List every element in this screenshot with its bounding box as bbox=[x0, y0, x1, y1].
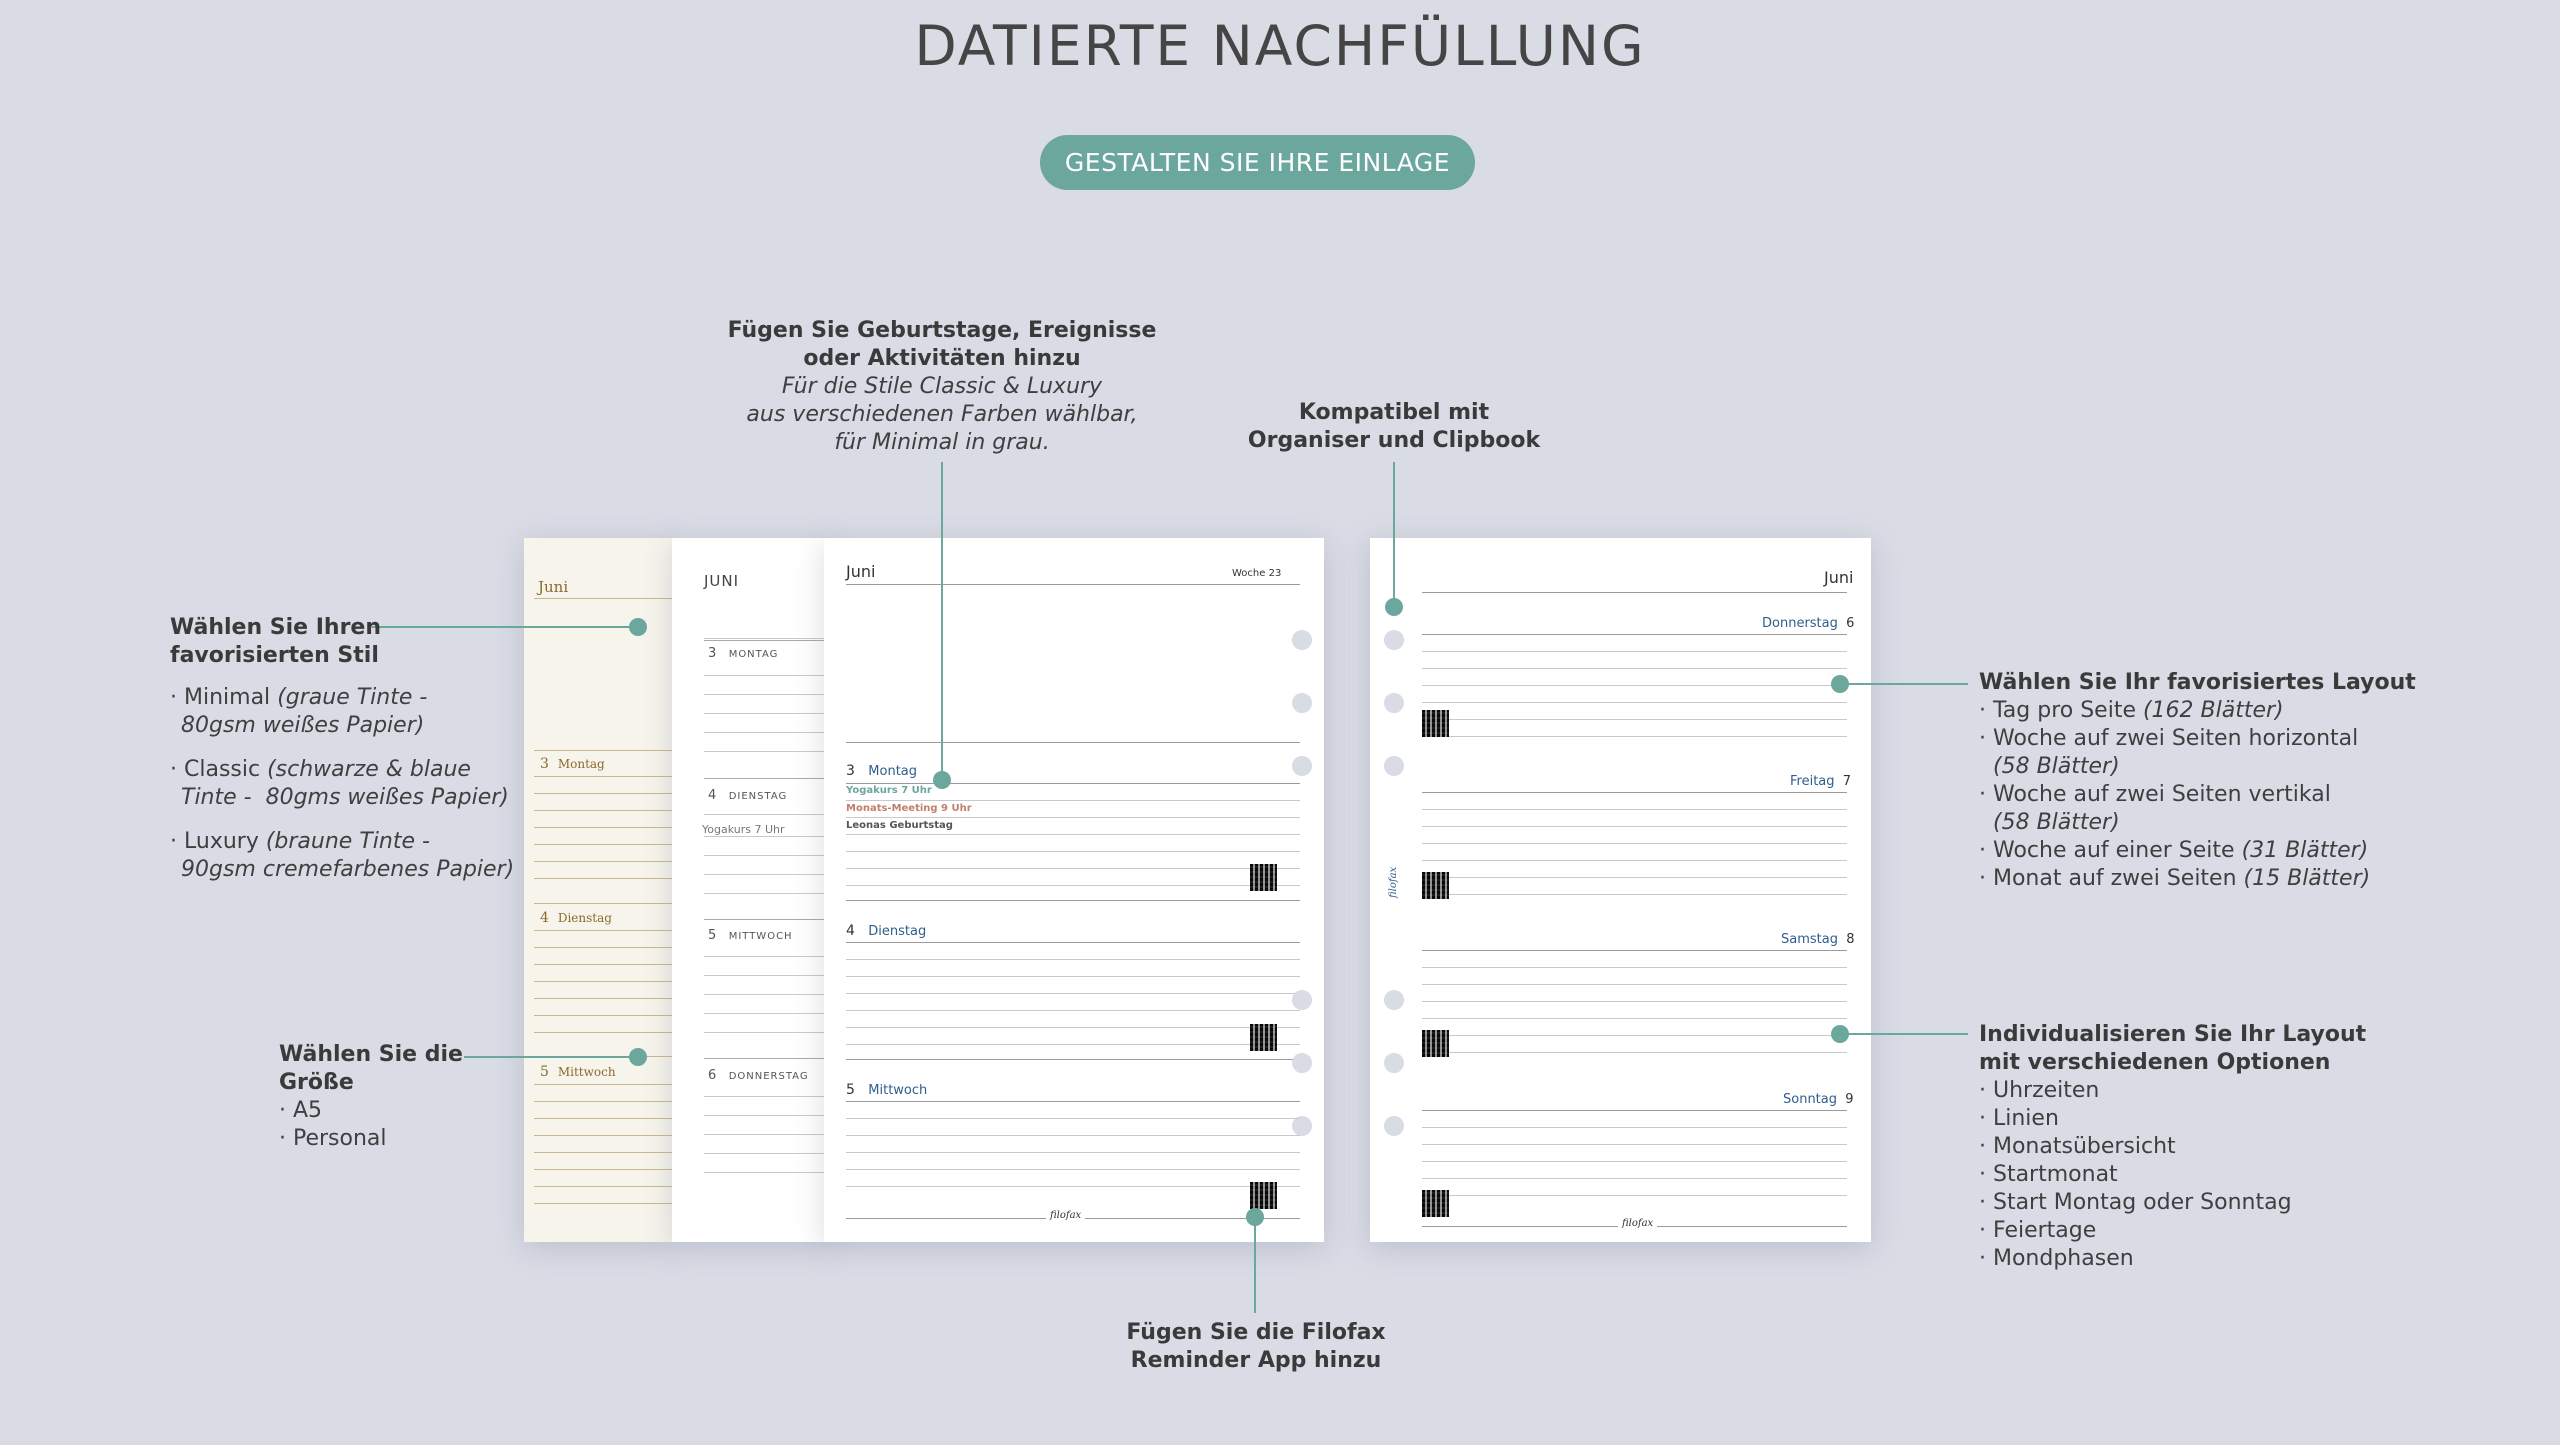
main-event-3: Leonas Geburtstag bbox=[846, 820, 953, 831]
customize-option: · Uhrzeiten bbox=[1979, 1078, 2100, 1103]
style-option-luxury-desc: 90gsm cremefarbenes Papier) bbox=[181, 857, 515, 882]
main-day-1: 3 Montag bbox=[846, 763, 918, 779]
reminder-heading-2: Reminder App hinzu bbox=[1130, 1348, 1382, 1373]
minimal-style-page bbox=[672, 538, 832, 1242]
qr-code-icon bbox=[1250, 864, 1277, 891]
main-month: Juni bbox=[846, 562, 876, 581]
connector-dot bbox=[1385, 598, 1403, 616]
ring-hole bbox=[1292, 1053, 1312, 1073]
page-title: DATIERTE NACHFÜLLUNG bbox=[914, 14, 1646, 78]
connector-line bbox=[1840, 683, 1968, 685]
ring-hole bbox=[1384, 1053, 1404, 1073]
style-option-classic: · Classic (schwarze & blaue bbox=[170, 757, 471, 782]
cream-day-2: 4 Dienstag bbox=[540, 910, 612, 926]
main-week: Woche 23 bbox=[1232, 568, 1282, 579]
connector-line bbox=[1840, 1033, 1968, 1035]
ring-hole bbox=[1292, 756, 1312, 776]
main-event-1: Yogakurs 7 Uhr bbox=[846, 785, 932, 796]
right-day-3: Samstag 8 bbox=[1781, 932, 1855, 947]
ring-hole bbox=[1292, 630, 1312, 650]
customize-option: · Mondphasen bbox=[1979, 1246, 2134, 1271]
layout-option-note: (58 Blätter) bbox=[1993, 754, 2120, 779]
connector-line bbox=[464, 1056, 638, 1058]
cream-day-3: 5 Mittwoch bbox=[540, 1064, 616, 1080]
style-heading-2: favorisierten Stil bbox=[170, 643, 379, 668]
ring-hole bbox=[1384, 756, 1404, 776]
filofax-logo: filofax bbox=[1618, 1218, 1657, 1229]
classic-style-page bbox=[824, 538, 1324, 1242]
layout-option: · Woche auf zwei Seiten horizontal bbox=[1979, 726, 2359, 751]
right-day-4: Sonntag 9 bbox=[1783, 1092, 1854, 1107]
layout-annotation bbox=[1979, 669, 2459, 893]
minimal-event: Yogakurs 7 Uhr bbox=[702, 823, 785, 836]
events-heading-1: Fügen Sie Geburtstage, Ereignisse bbox=[727, 318, 1157, 343]
design-insert-button[interactable]: GESTALTEN SIE IHRE EINLAGE bbox=[1040, 135, 1475, 190]
main-day-2: 4 Dienstag bbox=[846, 923, 927, 939]
minimal-month: JUNI bbox=[704, 572, 740, 590]
customize-option: · Linien bbox=[1979, 1106, 2059, 1131]
ring-hole bbox=[1384, 693, 1404, 713]
minimal-day-3: 5 MITTWOCH bbox=[708, 928, 793, 943]
size-heading-2: Größe bbox=[279, 1070, 354, 1095]
right-day-2: Freitag 7 bbox=[1790, 774, 1852, 789]
minimal-day-1: 3 MONTAG bbox=[708, 646, 779, 661]
qr-code-icon bbox=[1422, 1030, 1449, 1057]
ring-hole bbox=[1384, 1116, 1404, 1136]
connector-dot bbox=[933, 771, 951, 789]
layout-option: · Woche auf einer Seite (31 Blätter) bbox=[1979, 838, 2369, 863]
right-day-page bbox=[1370, 538, 1871, 1242]
layout-option: · Monat auf zwei Seiten (15 Blätter) bbox=[1979, 866, 2371, 891]
connector-dot bbox=[1831, 1025, 1849, 1043]
layout-option: · Woche auf zwei Seiten vertikal bbox=[1979, 782, 2331, 807]
style-option-luxury: · Luxury (braune Tinte - bbox=[170, 829, 430, 854]
luxury-style-page bbox=[524, 538, 674, 1242]
minimal-day-4: 6 DONNERSTAG bbox=[708, 1068, 809, 1083]
customize-heading-1: Individualisieren Sie Ihr Layout bbox=[1979, 1022, 2367, 1047]
customize-annotation bbox=[1979, 1021, 2459, 1273]
style-option-minimal-desc: 80gsm weißes Papier) bbox=[181, 713, 425, 738]
spine-filofax-logo: filofax bbox=[1388, 866, 1399, 898]
compatible-heading-1: Kompatibel mit bbox=[1298, 400, 1490, 425]
customize-option: · Startmonat bbox=[1979, 1162, 2118, 1187]
compatible-heading-2: Organiser und Clipbook bbox=[1247, 428, 1541, 453]
main-day-3: 5 Mittwoch bbox=[846, 1082, 928, 1098]
events-note-2: aus verschiedenen Farben wählbar, bbox=[746, 402, 1138, 427]
customize-option: · Start Montag oder Sonntag bbox=[1979, 1190, 2292, 1215]
connector-dot bbox=[629, 618, 647, 636]
compatible-annotation bbox=[1214, 399, 1574, 455]
reminder-heading-1: Fügen Sie die Filofax bbox=[1126, 1320, 1386, 1345]
customize-option: · Monatsübersicht bbox=[1979, 1134, 2176, 1159]
events-note-1: Für die Stile Classic & Luxury bbox=[781, 374, 1103, 399]
layout-option-note: (58 Blätter) bbox=[1993, 810, 2120, 835]
events-heading-2: oder Aktivitäten hinzu bbox=[803, 346, 1081, 371]
ring-hole bbox=[1292, 1116, 1312, 1136]
ring-hole bbox=[1292, 693, 1312, 713]
style-annotation bbox=[170, 614, 530, 884]
connector-line bbox=[1254, 1217, 1256, 1313]
layout-heading: Wählen Sie Ihr favorisiertes Layout bbox=[1979, 670, 2416, 695]
connector-dot bbox=[629, 1048, 647, 1066]
customize-option: · Feiertage bbox=[1979, 1218, 2097, 1243]
qr-code-icon bbox=[1422, 710, 1449, 737]
customize-heading-2: mit verschiedenen Optionen bbox=[1979, 1050, 2331, 1075]
connector-line bbox=[1393, 462, 1395, 606]
connector-dot bbox=[1246, 1208, 1264, 1226]
ring-hole bbox=[1292, 990, 1312, 1010]
filofax-logo: filofax bbox=[1046, 1210, 1085, 1221]
qr-code-icon bbox=[1422, 872, 1449, 899]
ring-hole bbox=[1384, 630, 1404, 650]
size-heading-1: Wählen Sie die bbox=[279, 1042, 463, 1067]
layout-option: · Tag pro Seite (162 Blätter) bbox=[1979, 698, 2284, 723]
connector-line bbox=[941, 462, 943, 780]
connector-dot bbox=[1831, 675, 1849, 693]
minimal-day-2: 4 DIENSTAG bbox=[708, 788, 788, 803]
cream-month: Juni bbox=[538, 578, 569, 596]
main-event-2: Monats-Meeting 9 Uhr bbox=[846, 803, 972, 814]
events-annotation bbox=[692, 317, 1192, 457]
style-option-minimal: · Minimal (graue Tinte - bbox=[170, 685, 428, 710]
size-annotation bbox=[279, 1041, 479, 1153]
right-day-1: Donnerstag 6 bbox=[1762, 616, 1855, 631]
cream-day-1: 3 Montag bbox=[540, 756, 605, 772]
qr-code-icon bbox=[1250, 1024, 1277, 1051]
style-option-classic-desc: Tinte - 80gms weißes Papier) bbox=[181, 785, 509, 810]
qr-code-icon bbox=[1422, 1190, 1449, 1217]
events-note-3: für Minimal in grau. bbox=[834, 430, 1050, 455]
qr-code-icon bbox=[1250, 1182, 1277, 1209]
reminder-annotation bbox=[1056, 1319, 1456, 1375]
right-month: Juni bbox=[1824, 568, 1854, 587]
ring-hole bbox=[1384, 990, 1404, 1010]
style-heading-1: Wählen Sie Ihren bbox=[170, 615, 382, 640]
size-option-a5: · A5 bbox=[279, 1098, 323, 1123]
size-option-personal: · Personal bbox=[279, 1126, 387, 1151]
